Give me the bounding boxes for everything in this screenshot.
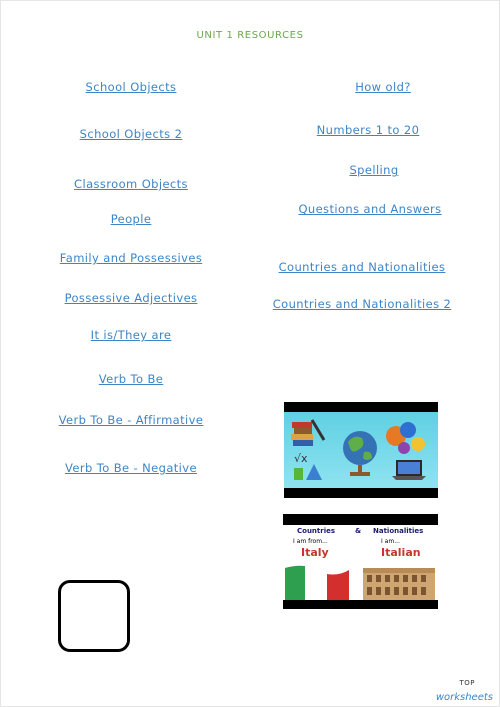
- link-verb-to-be[interactable]: Verb To Be: [98, 372, 164, 386]
- topworksheets-logo: [436, 680, 493, 703]
- link-how-old[interactable]: How old?: [355, 80, 411, 94]
- thumb-i-am-label: I am...: [381, 538, 400, 545]
- link-people[interactable]: People: [110, 212, 152, 226]
- laptop-icon: [392, 460, 426, 480]
- logo-top-text: TOP: [459, 679, 475, 687]
- logo-name-text: worksheets: [435, 692, 493, 703]
- link-numbers-1-to-20[interactable]: Numbers 1 to 20: [316, 123, 420, 137]
- globe-icon: [343, 431, 377, 476]
- answer-checkbox[interactable]: [58, 580, 130, 652]
- thumb-amp-label: &: [355, 527, 362, 535]
- link-school-objects[interactable]: School Objects: [85, 80, 177, 94]
- link-classroom-objects[interactable]: Classroom Objects: [74, 177, 188, 191]
- link-questions-answers[interactable]: Questions and Answers: [298, 202, 442, 216]
- link-countries-nationalities-2[interactable]: Countries and Nationalities 2: [272, 297, 452, 311]
- link-spelling[interactable]: Spelling: [349, 163, 399, 177]
- link-verb-to-be-affirmative[interactable]: Verb To Be - Affirmative: [58, 413, 204, 427]
- link-possessive-adjectives[interactable]: Possessive Adjectives: [64, 291, 198, 305]
- thumb-nationality-label: Italian: [381, 546, 421, 559]
- tools-icon: [386, 422, 425, 454]
- italy-flag-icon: [285, 565, 349, 600]
- page-title: UNIT 1 RESOURCES: [196, 30, 304, 41]
- thumb-nationalities-label: Nationalities: [373, 527, 424, 535]
- math-icon: [294, 452, 322, 480]
- link-countries-nationalities[interactable]: Countries and Nationalities: [278, 260, 446, 274]
- link-family-possessives[interactable]: Family and Possessives: [59, 251, 203, 265]
- books-icon: [291, 422, 313, 446]
- thumb-i-am-from-label: I am from...: [293, 538, 328, 545]
- pencil-icon: [312, 420, 324, 440]
- colosseum-icon: [363, 568, 435, 600]
- thumb-countries-label: Countries: [297, 527, 336, 535]
- thumb-country-label: Italy: [301, 546, 329, 559]
- school-objects-video-thumbnail[interactable]: [284, 402, 438, 498]
- link-school-objects-2[interactable]: School Objects 2: [79, 127, 183, 141]
- link-verb-to-be-negative[interactable]: Verb To Be - Negative: [65, 461, 197, 475]
- svg-text:√x: √x: [294, 452, 308, 465]
- countries-nationalities-video-thumbnail[interactable]: [283, 514, 438, 609]
- link-it-is-they-are[interactable]: It is/They are: [90, 328, 172, 342]
